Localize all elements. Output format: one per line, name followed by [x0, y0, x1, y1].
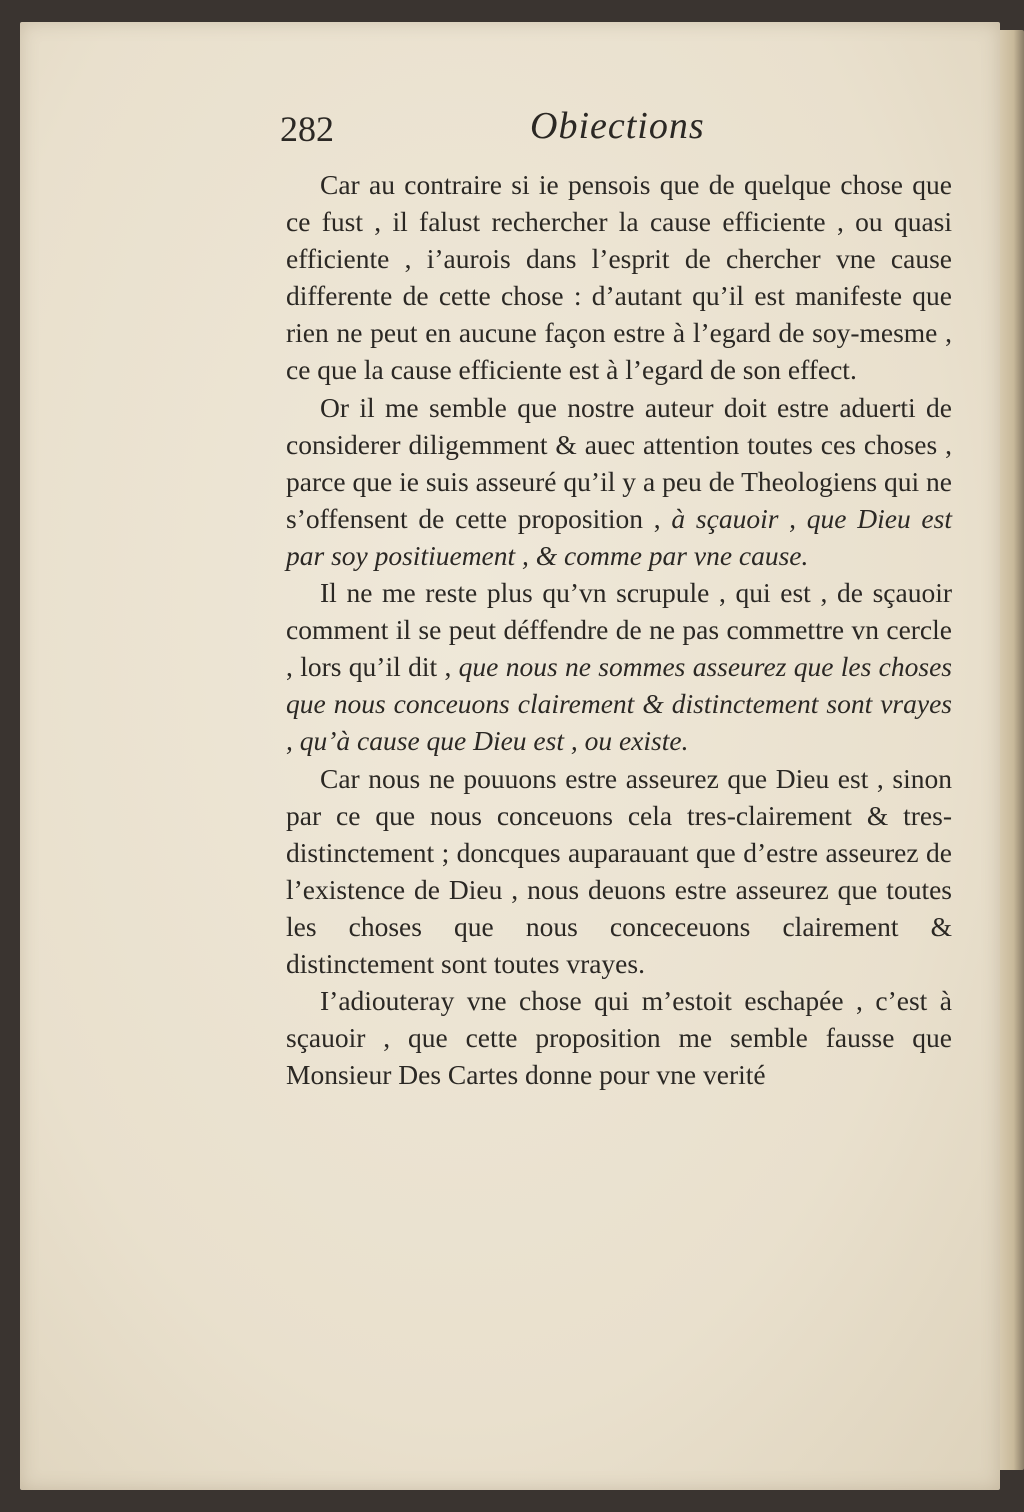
paragraph — [286, 760, 952, 983]
book-page — [20, 22, 1000, 1490]
paragraph — [286, 574, 952, 759]
text-run: Car nous ne pouuons estre asseurez que Dieu est , sinon par ce que nous conceuons cela tres-clairement & tres-distinctement ; doncques auparauant que d’estre asseurez de l’existence de Dieu , nous deuons estre asseurez que toutes les choses que nous conceceuons clairement & distinctement sont toutes vrayes. — [286, 762, 952, 979]
running-title: Obiections — [530, 105, 705, 147]
text-run: I’adiouteray vne chose qui m’estoit eschapée , c’est à sçauoir , que cette proposition me semble fausse que Monsieur Des Cartes donne pour vne verité — [286, 985, 952, 1091]
text-run: Il ne me reste plus qu’vn scrupule , qui est , de sçauoir comment il se peut déffendre de ne pas commettre vn cercle , lors qu’il dit , — [286, 577, 952, 683]
paragraph — [286, 389, 952, 574]
text-body — [264, 166, 964, 1093]
next-page-edge — [998, 30, 1024, 1470]
paragraph — [286, 982, 952, 1093]
text-run: Car au contraire si ie pensois que de quelque chose que ce fust , il falust rechercher la cause efficiente , ou quasi efficiente , i’aurois dans l’esprit de chercher vne cause differente de cette chose : d’autant qu’il est manifeste que rien ne peut en aucune façon estre à l’egard de soy-mesme , ce que la cause efficiente est à l’egard de son effect. — [286, 169, 952, 386]
page-header — [264, 100, 964, 166]
paragraph — [286, 166, 952, 389]
italic-quotation: à sçauoir , que Dieu est par soy positiuement , & comme par vne cause. — [286, 502, 952, 571]
text-run: Or il me semble que nostre auteur doit estre aduerti de considerer diligemment & auec attention toutes ces choses , parce que ie suis asseuré qu’il y a peu de Theologiens qui ne s’offensent de cette proposition , — [286, 391, 952, 534]
page-content — [264, 100, 964, 1093]
page-number: 282 — [280, 109, 334, 149]
italic-quotation: que nous ne sommes asseurez que les choses que nous conceuons clairement & distinctement sont vrayes , qu’à cause que Dieu est , ou existe. — [286, 651, 952, 757]
